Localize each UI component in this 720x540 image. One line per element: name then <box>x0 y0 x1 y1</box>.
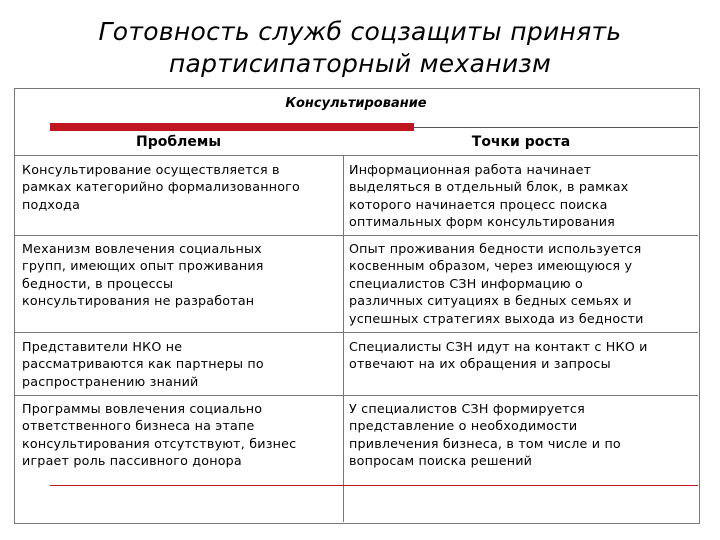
slide-title: Готовность служб соцзащиты принять партисипаторный механизм <box>98 17 622 78</box>
row-1-growth: Информационная работа начинает выделяться в отдельный блок, в рамках которого начинается процесс поиска оптимальных форм консультирования <box>349 162 629 230</box>
row-2-problem: Механизм вовлечения социальных групп, имеющих опыт проживания бедности, в процессы консультирования не разработан <box>22 241 264 309</box>
red-underline <box>50 485 698 486</box>
row-divider <box>14 235 698 236</box>
row-3-problem: Представители НКО не рассматриваются как партнеры по распространению знаний <box>22 339 264 389</box>
red-accent-bar <box>50 123 414 131</box>
column-divider <box>343 155 344 522</box>
column-header-growth-points: Точки роста <box>471 134 571 150</box>
row-4-problem: Программы вовлечения социально ответственного бизнеса на этапе консультирования отсутствуют, бизнес играет роль пассивного донора <box>22 401 297 469</box>
row-4-growth: У специалистов СЗН формируется представление о необходимости привлечения бизнеса, в том числе и по вопросам поиска решений <box>349 401 621 469</box>
row-3-growth: Специалисты СЗН идут на контакт с НКО и отвечают на их обращения и запросы <box>349 339 648 372</box>
section-header: Консультирование <box>285 96 427 111</box>
header-divider <box>414 127 698 128</box>
row-divider <box>14 332 698 333</box>
column-header-problems: Проблемы <box>136 134 221 150</box>
row-1-problem: Консультирование осуществляется в рамках категорийно формализованного подхода <box>22 162 300 212</box>
row-2-growth: Опыт проживания бедности используется косвенным образом, через имеющуюся у специалистов СЗН информацию о различных ситуациях в бедных семьях и успешных стратегиях выхода из бедности <box>349 241 644 326</box>
row-divider <box>14 395 698 396</box>
header-row-divider <box>14 155 698 156</box>
